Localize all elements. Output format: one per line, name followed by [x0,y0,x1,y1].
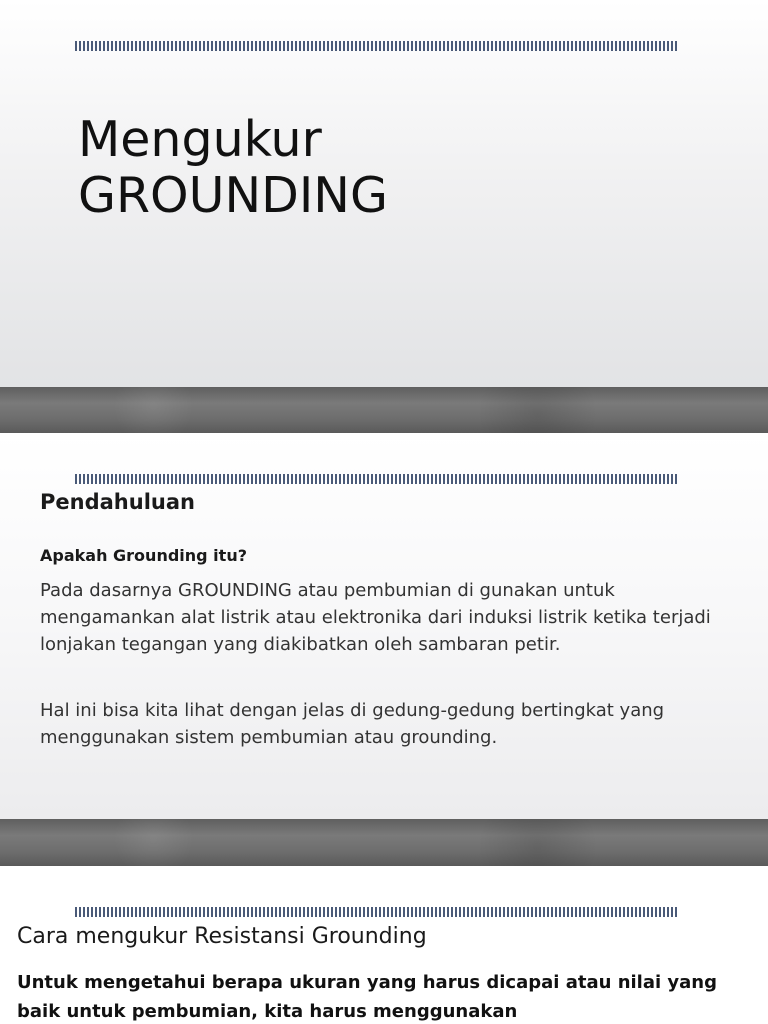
paragraph-1: Pada dasarnya GROUNDING atau pembumian di gunakan untuk mengamankan alat listrik atau elektronika dari induksi listrik ketika terjadi lonjakan tegangan yang diakibatkan oleh sambaran petir. [40,580,711,655]
section-heading: Pendahuluan [40,490,195,514]
paragraph-2: Hal ini bisa kita lihat dengan jelas di gedung-gedung bertingkat yang menggunakan sistem pembumian atau grounding. [40,700,665,748]
title-line-1: Mengukur [78,111,322,168]
title-line-2: GROUNDING [78,167,388,224]
title-slide [0,0,768,387]
method-slide [0,866,768,1024]
body-text: Untuk mengetahui berapa ukuran yang harus dicapai atau nilai yang baik untuk pembumian, kita harus menggunakan [17,972,718,1022]
slide-separator-band [0,387,768,433]
dashed-accent-rule [75,474,677,484]
dashed-accent-rule [75,41,677,51]
dashed-accent-rule [75,907,677,917]
slide-title [78,112,388,224]
question-text: Apakah Grounding itu? [40,546,247,565]
intro-slide [0,433,768,819]
slide-separator-band [0,819,768,866]
section-heading: Cara mengukur Resistansi Grounding [17,924,427,949]
